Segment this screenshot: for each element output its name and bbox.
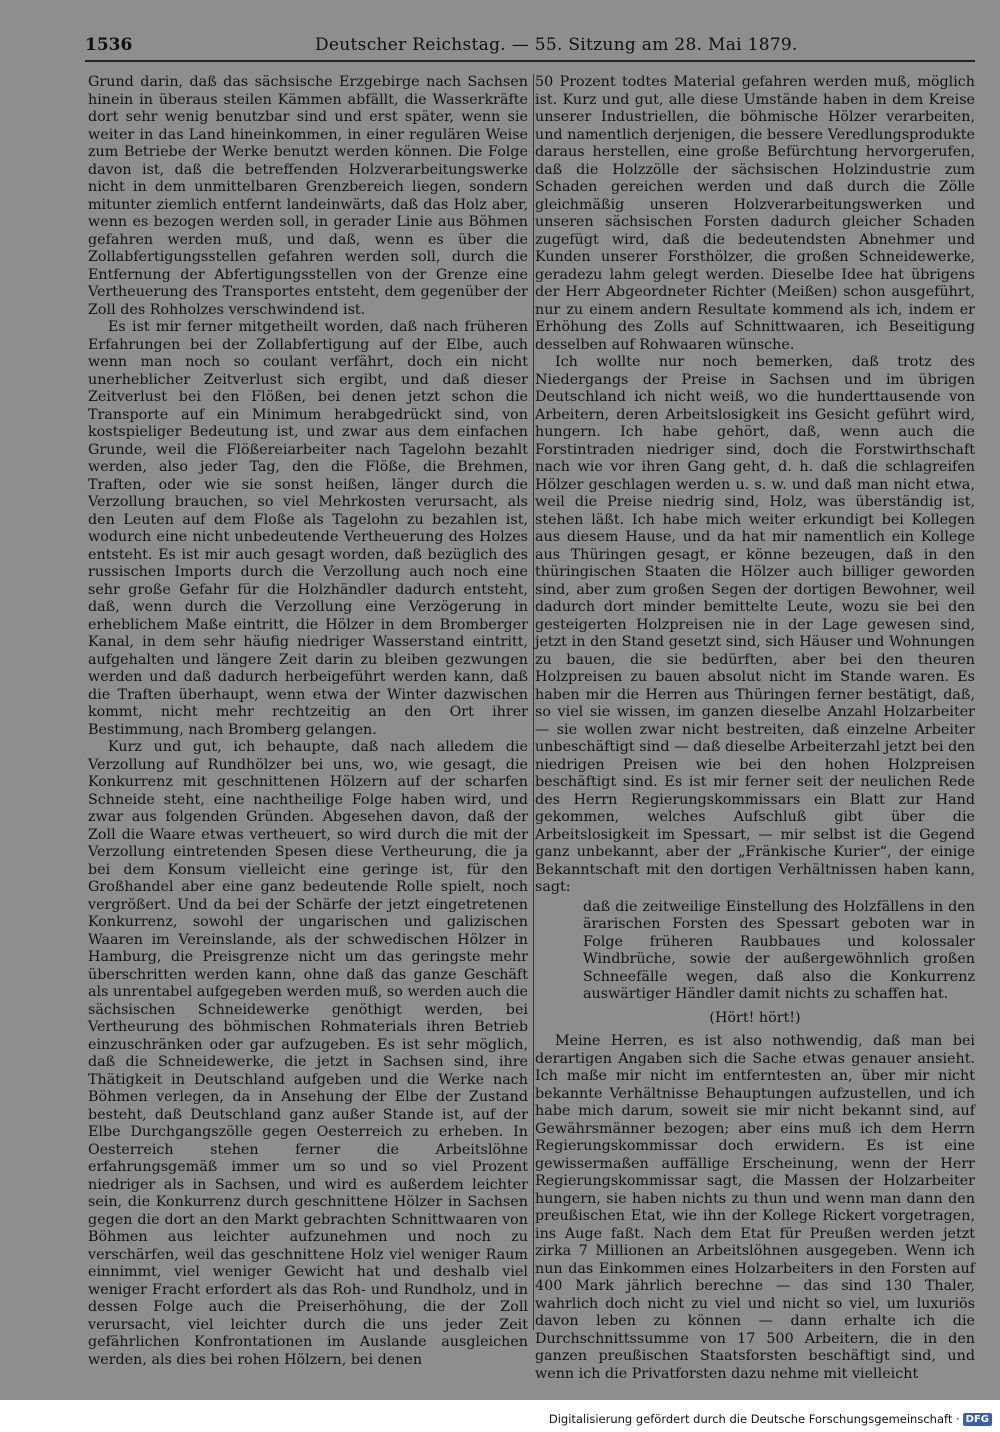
paragraph: Ich wollte nur noch bemerken, daß trotz des Niedergangs der Preise in Sachsen und im übrigen Deutschland ich nicht weiß, wo die hunderttausende von Arbeitern, deren Arbeitslosigkeit ins Gesicht geführt wird, hungern. Ich habe gehört, daß, wenn auch die Forstintraden niedriger sind, doch die Forstwirthschaft nach wie vor ihren Gang geht, d. h. daß die schlagreifen Hölzer geschlagen werden u. s. w. und daß man nicht etwa, weil die Preise niedrig sind, Holz, was überständig ist, stehen läßt. Ich habe mich weiter erkundigt bei Kollegen aus diesem Hause, und da hat mir namentlich ein Kollege aus Thüringen gesagt, er könne bezeugen, daß in den thüringischen Staaten die Hölzer auch billiger geworden sind, aber zum großen Segen der dortigen Bewohner, weil dadurch dort minder bemittelte Leute, wozu sie bei den gesteigerten Holzpreisen nie in der Lage gewesen sind, jetzt in den Stand gesetzt sind, sich Häuser und Wohnungen zu bauen, die sie bedürften, aber bei den theuren Holzpreisen zu bauen absolut nicht im Stande waren. Es haben mir die Herren aus Thüringen ferner bestätigt, daß, so viel sie wissen, im ganzen dieselbe Anzahl Holzarbeiter — sie wollen zwar nicht bestreiten, daß einzelne Arbeiter unbeschäftigt sind — daß dieselbe Arbeiterzahl jetzt bei den niedrigen Preisen wie bei den hohen Holzpreisen beschäftigt sind. Es ist mir ferner seit der neulichen Rede des Herrn Regierungskommissars ein Blatt zur Hand gekommen, welches Aufschluß gibt über die Arbeitslosigkeit im Spessart, — mir selbst ist die Gegend ganz unbekannt, aber der „Fränkische Kurier“, der einige Bekanntschaft mit den dortigen Verhältnissen haben kann, sagt: bbox=[535, 354, 975, 895]
left-column bbox=[88, 74, 528, 1368]
column-divider bbox=[533, 74, 534, 1330]
running-title: Deutscher Reichstag. — 55. Sitzung am 28. Mai 1879. bbox=[315, 35, 798, 55]
interjection: (Hört! hört!) bbox=[709, 1009, 801, 1026]
header-rule bbox=[85, 60, 975, 62]
paragraph: Es ist mir ferner mitgetheilt worden, daß nach früheren Erfahrungen bei der Zollabfertigung auf der Elbe, auch wenn man noch so coulant verfährt, doch ein nicht unerheblicher Zeitverlust sich ergibt, und daß dieser Zeitverlust bei den Flößen, bei denen jetzt schon die Transporte auf ein Minimum herabgedrückt sind, von kostspieliger Bedeutung ist, und zwar aus dem einfachen Grunde, weil die Flößereiarbeiter nach Tagelohn bezahlt werden, also jeder Tag, den die Flöße, die Brehmen, Traften, oder wie sie sonst heißen, länger durch die Verzollung brauchen, so viel Mehrkosten verursacht, als den Leuten auf dem Floße als Tagelohn zu bezahlen ist, wodurch eine nicht unbedeutende Vertheuerung des Holzes entsteht. Es ist mir auch gesagt worden, daß bezüglich des russischen Imports durch die Verzollung auch noch eine sehr große Gefahr für die Holzhändler dadurch entsteht, daß, wenn durch die Verzollung eine Verzögerung in erheblichem Maße eintritt, die Hölzer in dem Bromberger Kanal, in dem sehr häufig niedriger Wasserstand eintritt, aufgehalten und längere Zeit darin zu bleiben gezwungen werden und daß dadurch herbeigeführt werden kann, daß die Traften überhaupt, wenn etwa der Winter dazwischen kommt, nicht mehr rechtzeitig an den Ort ihrer Bestimmung, nach Bromberg gelangen. bbox=[88, 319, 528, 738]
paragraph: Kurz und gut, ich behaupte, daß nach alledem die Verzollung auf Rundhölzer bei uns, wo, wie gesagt, die Konkurrenz mit geschnittenen Hölzern auf der scharfen Schneide steht, eine nachtheilige Folge haben wird, und zwar aus folgenden Gründen. Abgesehen davon, daß der Zoll die Waare etwas vertheuert, so wird durch die mit der Verzollung eintretenden Spesen diese Vertheurung, die ja bei dem Konsum vielleicht eine geringe ist, für den Großhandel aber eine ganz bedeutende Rolle spielt, noch vergrößert. Und da bei der Schärfe der jetzt eingetretenen Konkurrenz, sowohl der ungarischen und galizischen Waaren im Vereinslande, als der schwedischen Hölzer in Hamburg, die Preisgrenze nicht um das geringste mehr überschritten werden kann, ohne daß das ganze Geschäft als unrentabel aufgegeben werden muß, so werden auch die sächsischen Schneidewerke genöthigt werden, bei Vertheurung des böhmischen Rohmaterials ihren Betrieb einzuschränken oder gar aufzugeben. Es ist sehr möglich, daß die Schneidewerke, die jetzt in Sachsen sind, ihre Thätigkeit in Deutschland aufgeben und die Werke nach Böhmen verlegen, da in Ansehung der Elbe der Zustand besteht, daß Deutschland ganz außer Stande ist, auf der Elbe Durchgangszölle gegen Oesterreich zu erheben. In Oesterreich stehen ferner die Arbeitslöhne erfahrungsgemäß immer um so und so viel Prozent niedriger als in Sachsen, und wird es außerdem leichter sein, die Konkurrenz durch geschnittene Hölzer in Sachsen gegen die dort an den Markt gebrachten Schnittwaaren von Böhmen aus leichter aufzunehmen und noch zu verschärfen, weil das geschnittene Holz viel weniger Raum einnimmt, viel weniger Gewicht hat und deshalb viel weniger Fracht erfordert als das Roh- und Rundholz, und in dessen Folge auch die Preiserhöhung, die der Zoll verursacht, viel leichter durch die uns jeder Zeit gefährlichen Konfrontationen im Auslande ausgleichen werden, als dies bei rohen Hölzern, bei denen bbox=[88, 739, 528, 1368]
paragraph: Grund darin, daß das sächsische Erzgebirge nach Sachsen hinein in überaus steilen Kämmen abfällt, die Wasserkräfte dort sehr wenig benutzbar sind und erst später, wenn sie weiter in das Land hineinkommen, in einer regulären Weise zum Betriebe der Werke benutzt werden können. Die Folge davon ist, daß die betreffenden Holzverarbeitungswerke nicht in dem unmittelbaren Grenzbereich liegen, sondern mitunter ziemlich entfernt landeinwärts, daß das Holz aber, wenn es bezogen werden soll, in gerader Linie aus Böhmen gefahren werden muß, und daß, wenn es über die Zollabfertigungsstellen gefahren werden soll, durch die Entfernung der Abfertigungsstellen von der Grenze eine Vertheuerung des Transportes entsteht, dem gegenüber der Zoll des Rohholzes verschwindend ist. bbox=[88, 74, 528, 318]
page-header bbox=[85, 30, 975, 60]
dfg-logo: DFG bbox=[963, 1413, 992, 1426]
paragraph: Meine Herren, es ist also nothwendig, daß man bei derartigen Angaben sich die Sache etwas genauer ansieht. Ich maße mir nicht im entferntesten an, über mir nicht bekannte Verhältnisse Behauptungen aufzustellen, und ich habe mich darum, soweit sie mir nicht bekannt sind, auf Gewährsmänner bezogen; aber eins muß ich dem Herrn Regierungskommissar doch erwidern. Es ist eine gewissermaßen auffällige Erscheinung, wenn der Herr Regierungskommissar sagt, die Massen der Holzarbeiter hungern, sie haben nichts zu thun und wenn man dann den preußischen Etat, wie ihn der Kollege Rickert vorgetragen, ins Auge faßt. Nach dem Etat für Preußen werden jetzt zirka 7 Millionen an Arbeitslöhnen ausgegeben. Wenn ich nun das Einkommen eines Holzarbeiters in den Forsten auf 400 Mark jährlich berechne — das sind 130 Thaler, wahrlich doch nicht zu viel und nicht so viel, um luxuriös davon leben zu können — dann erhalte ich die Durchschnittssumme von 17 500 Arbeitern, die in den ganzen preußischen Staatsforsten beschäftigt sind, und wenn ich die Privatforsten dazu nehme mit vielleicht bbox=[535, 1033, 975, 1382]
paragraph: 50 Prozent todtes Material gefahren werden muß, möglich ist. Kurz und gut, alle diese Umstände haben in dem Kreise unserer Industriellen, die böhmische Hölzer verarbeiten, und namentlich derjenigen, die bessere Veredlungsprodukte daraus herstellen, eine große Befürchtung hervorgerufen, daß die Holzzölle der sächsischen Holzindustrie zum Schaden gereichen werden und daß durch die Zölle gleichmäßig unseren Holzverarbeitungswerken und unseren sächsischen Forsten dadurch gleicher Schaden zugefügt wird, daß die bedeutendsten Abnehmer und Kunden unserer Forsthölzer, die großen Schneidewerke, geradezu lahm gelegt werden. Dieselbe Idee hat übrigens der Herr Abgeordneter Richter (Meißen) schon ausgeführt, nur zu einem andern Resultate kommend als ich, indem er Erhöhung des Zolls auf Schnittwaaren, ich Beseitigung desselben auf Rohwaaren wünsche. bbox=[535, 74, 975, 353]
digitization-credit bbox=[549, 1412, 992, 1426]
right-column bbox=[535, 74, 975, 1382]
page-number: 1536 bbox=[85, 35, 133, 55]
credit-text: Digitalisierung gefördert durch die Deutsche Forschungsgemeinschaft · bbox=[548, 1412, 960, 1426]
block-quote: daß die zeitweilige Einstellung des Holzfällens in den ärarischen Forsten des Spessart geboten war in Folge früheren Raubbaues und kolossaler Windbrüche, sowie der außergewöhnlich großen Schneefälle wegen, daß also die Konkurrenz auswärtiger Händler damit nichts zu schaffen hat. bbox=[583, 898, 975, 1002]
